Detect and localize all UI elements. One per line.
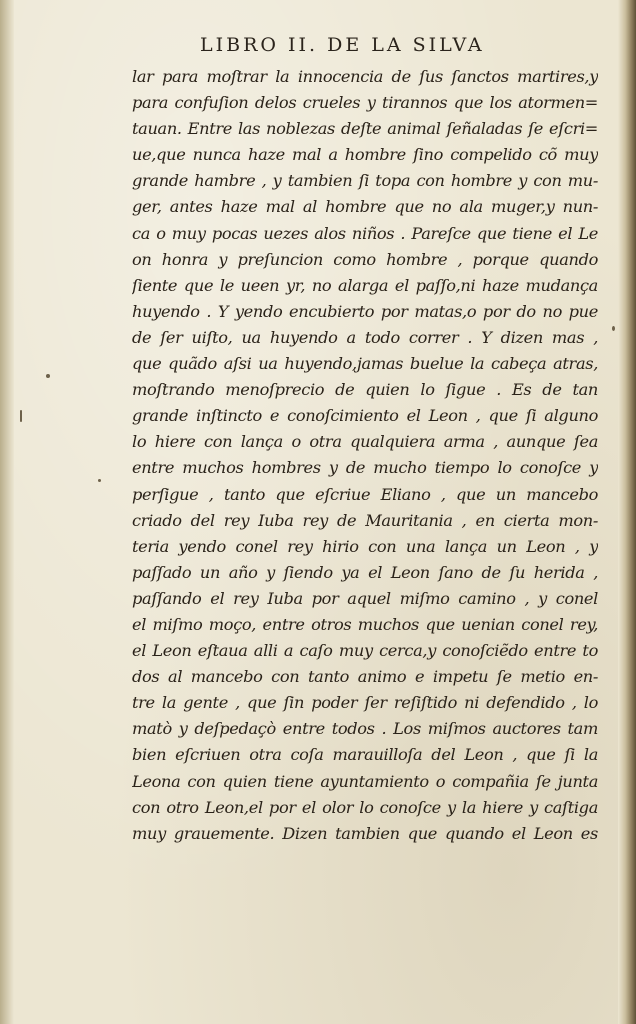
page-gutter-shadow	[0, 0, 14, 1024]
text-line: on honra y preſuncion como hombre , porque quando	[132, 249, 598, 269]
ink-speck	[46, 374, 50, 378]
text-line: paſſando el rey Iuba por aquel miſmo camino , y conel	[132, 588, 598, 608]
text-line: para confuſion delos crueles y tirannos que los atormen=	[132, 93, 598, 113]
text-line: con otro Leon,el por el olor lo conoſce y la hiere y caſtiga	[132, 797, 598, 817]
ink-speck	[612, 326, 615, 331]
text-line: teria yendo conel rey hirio con una lança un Leon , y	[132, 536, 598, 556]
text-line: entre muchos hombres y de mucho tiempo lo conoſce y	[132, 458, 598, 478]
text-line: perſigue , tanto que eſcriue Eliano , que un mancebo	[132, 484, 598, 504]
text-line: tre la gente , que ſin poder ſer reſiſtido ni defendido , lo	[132, 693, 598, 713]
text-line: el miſmo moço, entre otros muchos que uenian conel rey,	[132, 614, 598, 634]
text-line: grande hambre , y tambien ſi topa con hombre y con mu-	[132, 171, 598, 191]
text-line: lar para moſtrar la innocencia de ſus ſanctos martires,y	[132, 67, 598, 86]
page-edge-shadow	[618, 0, 636, 1024]
text-line: muy grauemente. Dizen tambien que quando el Leon es	[132, 823, 598, 843]
text-line: que quãdo aſsi ua huyendo,jamas buelue la cabeça atras,	[132, 354, 598, 374]
text-line: lo hiere con lança o otra qualquiera arma , aunque ſea	[132, 432, 598, 452]
text-line: Leona con quien tiene ayuntamiento o compañia ſe junta	[132, 771, 598, 791]
running-header: LIBRO II. DE LA SILVA	[200, 34, 485, 56]
text-line: matò y deſpedaçò entre todos . Los miſmos auctores tam	[132, 719, 598, 739]
text-line: ue,que nunca haze mal a hombre ſino compelido cõ muy	[132, 145, 598, 165]
text-line: grande inſtincto e conoſcimiento el Leon , que ſi alguno	[132, 406, 598, 426]
text-line: ſiente que le ueen yr, no alarga el paſſo,ni haze mudança	[132, 275, 598, 295]
text-line: el Leon eſtaua alli a caſo muy cerca,y conoſciẽdo entre to	[132, 641, 598, 661]
text-line: bien eſcriuen otra coſa marauilloſa del Leon , que ſi la	[132, 745, 598, 765]
text-line: tauan. Entre las noblezas deſte animal ſeñaladas ſe eſcri=	[132, 119, 598, 139]
text-line: de ſer uiſto, ua huyendo a todo correr . Y dizen mas ,	[132, 327, 598, 347]
text-line: dos al mancebo con tanto animo e impetu ſe metio en-	[132, 667, 598, 687]
text-line: ger, antes haze mal al hombre que no ala muger,y nun-	[132, 197, 598, 217]
ink-speck	[98, 479, 101, 482]
text-line: moſtrando menoſprecio de quien lo ſigue . Es de tan	[132, 380, 598, 400]
text-line: huyendo . Y yendo encubierto por matas,o por do no pue	[132, 301, 598, 321]
ink-speck	[20, 410, 22, 422]
text-line: paſſado un año y ſiendo ya el Leon ſano de ſu herida ,	[132, 562, 598, 582]
body-text	[132, 64, 598, 847]
text-line: criado del rey Iuba rey de Mauritania , en cierta mon-	[132, 510, 598, 530]
text-line: ca o muy pocas uezes alos niños . Pareſce que tiene el Le	[132, 223, 598, 243]
